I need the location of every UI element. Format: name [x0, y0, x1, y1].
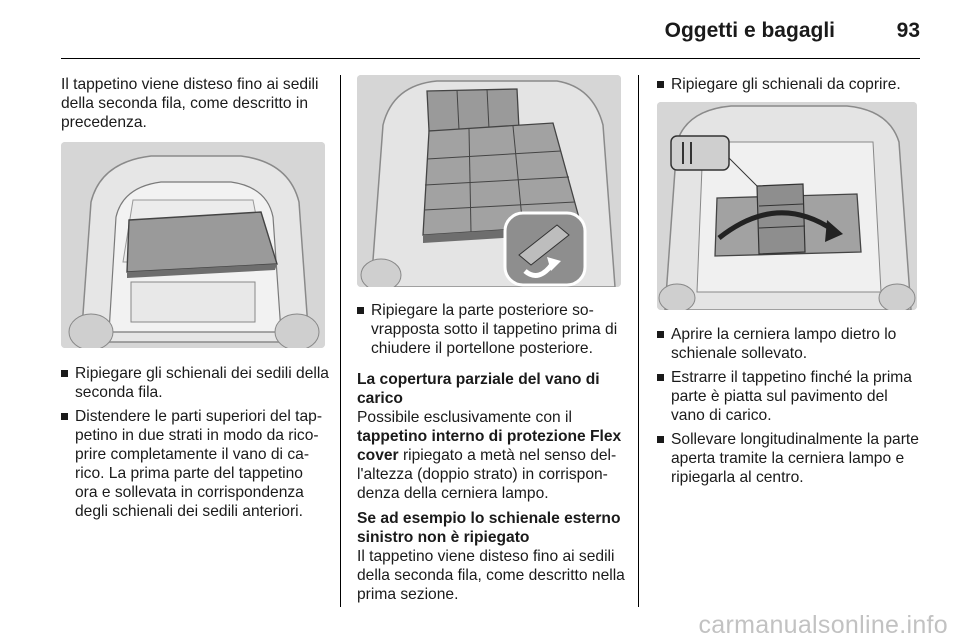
header-rule	[61, 58, 920, 59]
intro-paragraph: Il tappetino viene disteso fino ai sedili della seconda fila, come descritto in precedenza.	[61, 76, 319, 131]
cargo-mat-illustration-1	[61, 142, 325, 348]
col2-bullet-list	[357, 301, 625, 358]
col3-bullet-list-top	[657, 75, 921, 94]
column-divider-1	[340, 75, 341, 607]
bullet-square-icon	[357, 307, 364, 314]
list-item: Sollevare longitudinalmente la parte aperta tramite la cerniera lampo e ripiegarla al centro.	[657, 430, 921, 487]
column-3	[657, 75, 921, 492]
section-heading: La copertura parziale del vano di carico	[357, 371, 600, 407]
section-paragraph: Il tappetino viene disteso fino ai sedili della seconda fila, come descritto nella prima sezione.	[357, 548, 625, 603]
cargo-mat-illustration-3	[657, 102, 917, 310]
col3-bullet-list	[657, 325, 921, 487]
list-item: Ripiegare la parte posteriore so-vrapposta sotto il tappetino prima di chiudere il portellone posteriore.	[357, 301, 625, 358]
list-item: Aprire la cerniera lampo dietro lo schienale sollevato.	[657, 325, 921, 363]
list-item: Ripiegare gli schienali dei sedili della seconda fila.	[61, 364, 329, 402]
bullet-square-icon	[657, 81, 664, 88]
section-heading: Se ad esempio lo schienale esterno sinistro non è ripiegato	[357, 510, 621, 546]
column-2	[357, 75, 625, 604]
bullet-square-icon	[61, 370, 68, 377]
bullet-square-icon	[61, 413, 68, 420]
page-header	[0, 0, 960, 58]
section-paragraph: Possibile esclusivamente con il tappetino interno di protezione Flex cover ripiegato a metà nel senso del-l'altezza (doppio strato) in corrispon-denza della cerniera lampo.	[357, 409, 622, 502]
column-1	[61, 75, 329, 526]
page-number: 93	[896, 19, 920, 42]
bullet-square-icon	[657, 436, 664, 443]
list-item: Estrarre il tappetino finché la prima parte è piatta sul pavimento del vano di carico.	[657, 368, 921, 425]
header-title: Oggetti e bagagli	[664, 19, 835, 42]
watermark: carmanualsonline.info	[698, 611, 948, 639]
col1-bullet-list	[61, 364, 329, 521]
cargo-mat-illustration-2	[357, 75, 621, 287]
bullet-square-icon	[657, 331, 664, 338]
list-item: Ripiegare gli schienali da coprire.	[657, 75, 921, 94]
list-item: Distendere le parti superiori del tap-petino in due strati in modo da rico-prire completamente il vano di ca-rico. La prima parte del tappetino ora e sollevata in corrispondenza degli schienali dei sedili anteriori.	[61, 407, 329, 521]
column-divider-2	[638, 75, 639, 607]
bullet-square-icon	[657, 374, 664, 381]
